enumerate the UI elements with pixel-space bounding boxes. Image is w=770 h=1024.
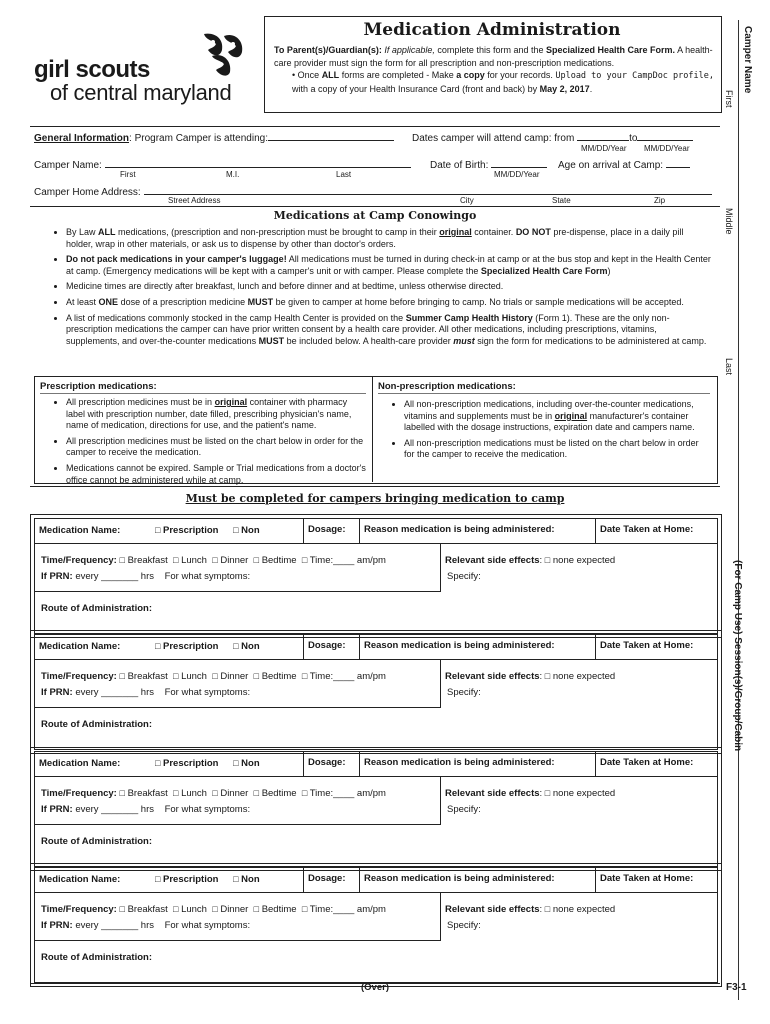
dob-field[interactable] <box>491 158 547 168</box>
over-label: (Over) <box>361 982 389 993</box>
time-frequency-row <box>41 671 386 682</box>
reason-label: Reason medication is being administered: <box>364 873 555 884</box>
camper-name-row <box>34 158 411 171</box>
time-checkbox[interactable]: □ <box>301 671 308 681</box>
side-effects-row: Relevant side effects: □ none expected <box>445 671 616 682</box>
lunch-checkbox[interactable]: □ <box>173 555 179 565</box>
medication-block-2 <box>34 634 718 750</box>
must-complete-title: Must be completed for campers bringing medication to camp <box>185 492 565 505</box>
reason-cell[interactable] <box>359 635 595 659</box>
prescription-checkbox[interactable]: □ <box>154 641 161 651</box>
non-label: Non <box>241 641 260 652</box>
breakfast-checkbox[interactable]: □ <box>119 671 125 681</box>
general-info-title: General Information <box>34 133 130 144</box>
time-checkbox[interactable]: □ <box>301 555 308 565</box>
date-taken-cell[interactable] <box>595 519 717 543</box>
address-row <box>34 185 712 198</box>
every-hrs[interactable]: every _______ hrs <box>75 920 155 931</box>
side-first: First <box>724 90 734 108</box>
med-hsep <box>35 707 441 708</box>
if-prn-label: If PRN: <box>41 571 73 582</box>
hint-first: First <box>120 170 136 179</box>
side-middle: Middle <box>724 208 734 235</box>
prn-row <box>41 687 250 698</box>
date-taken-label: Date Taken at Home: <box>600 757 694 768</box>
route-label[interactable]: Route of Administration: <box>41 719 152 730</box>
med-name-cell[interactable] <box>35 635 303 659</box>
side-camper-name: Camper Name <box>742 26 753 94</box>
none-expected-checkbox[interactable]: □ <box>544 904 551 914</box>
side-effects-label: Relevant side effects <box>445 555 540 566</box>
bullet-post: for your records. <box>487 70 553 80</box>
time-checkbox[interactable]: □ <box>301 904 308 914</box>
med-name-label: Medication Name: <box>39 641 121 652</box>
bedtime-label: Bedtime <box>261 671 297 682</box>
reason-cell[interactable] <box>359 752 595 776</box>
none-expected-label: none expected <box>552 788 616 799</box>
hint-street: Street Address <box>168 196 221 205</box>
program-label: : Program Camper is attending: <box>129 133 268 144</box>
form-name: Specialized Health Care Form. <box>546 45 676 55</box>
medication-block-3 <box>34 751 718 867</box>
rx-title: Prescription medications: <box>40 381 157 392</box>
none-expected-checkbox[interactable]: □ <box>544 671 551 681</box>
deadline: May 2, 2017 <box>539 83 590 94</box>
lunch-label: Lunch <box>181 904 207 915</box>
date-taken-cell[interactable] <box>595 868 717 892</box>
bedtime-checkbox[interactable]: □ <box>253 904 260 914</box>
reason-label: Reason medication is being administered: <box>364 640 555 651</box>
reason-cell[interactable] <box>359 519 595 543</box>
time-frequency-row <box>41 788 386 799</box>
dob-hint: MM/DD/Year <box>494 170 540 179</box>
nonrx-rule-1: • All non-prescription medications, including over-the-counter medications, vitamins and supplements must be in original manufacturer's container labelled with the dosage instructions, expiration date and campers name. <box>404 399 710 434</box>
dosage-cell[interactable] <box>303 752 359 776</box>
rx-rule-1: • All prescription medicines must be in original container with pharmacy label with prescription number, date filled, prescribing physician's name, name of medication, directions for use, and the patient's name. <box>66 397 368 432</box>
none-expected-label: none expected <box>552 671 616 682</box>
med-name-cell[interactable] <box>35 519 303 543</box>
med-name-cell[interactable] <box>35 868 303 892</box>
date-from-field[interactable] <box>577 131 629 141</box>
dates-to: to <box>629 133 638 144</box>
lunch-checkbox[interactable]: □ <box>173 671 179 681</box>
prescription-checkbox[interactable]: □ <box>154 874 161 884</box>
bedtime-checkbox[interactable]: □ <box>253 671 260 681</box>
date-hint-1: MM/DD/Year <box>581 144 627 153</box>
provider-text: A health-care provider must sign the form for all prescription and non-prescription medications. <box>274 45 713 68</box>
dinner-label: Dinner <box>220 788 249 799</box>
dates-row <box>412 131 693 144</box>
dosage-label: Dosage: <box>308 640 346 651</box>
side-effects-label: Relevant side effects <box>445 788 540 799</box>
none-expected-label: none expected <box>552 555 616 566</box>
if-prn-label: If PRN: <box>41 920 73 931</box>
age-label: Age on arrival at Camp: <box>558 160 664 171</box>
med-name-label: Medication Name: <box>39 758 121 769</box>
rx-rule-2: • All prescription medicines must be listed on the chart below in order for the camper to receive the medication. <box>66 436 368 459</box>
rule-2: • Do not pack medications in your camper's luggage! All medications must be turned in during check-in at camp or at the bus stop and kept in the Health Center at camp. (Emergency medications will be kept with a camper's unit or with camper. Please complete the Specialized Health Care Form) <box>66 254 712 277</box>
hint-zip: Zip <box>654 196 666 205</box>
symptoms-label: For what symptoms: <box>164 687 251 698</box>
dob-label: Date of Birth: <box>430 160 489 171</box>
lunch-label: Lunch <box>181 671 207 682</box>
nonrx-title-rule <box>378 393 710 394</box>
rx-divider <box>372 376 373 482</box>
none-expected-label: none expected <box>552 904 616 915</box>
hint-state: State <box>552 196 571 205</box>
med-header-row <box>35 752 717 777</box>
med-vsep <box>440 892 441 940</box>
med-name-label: Medication Name: <box>39 525 121 536</box>
nonrx-title: Non-prescription medications: <box>378 381 516 392</box>
rule-5: • A list of medications commonly stocked in the camp Health Center is provided on the Summer Camp Health History (Form 1). These are the only non-prescription medications the camper can have prior written consent by a health care provider. All other medications, including prescriptions, vitamins, supplements, and over-the-counter medications MUST be included below. A health-care provider must sign the form for medications to be administered at camp. <box>66 313 712 348</box>
med-header-row <box>35 519 717 544</box>
bedtime-checkbox[interactable]: □ <box>253 788 260 798</box>
non-checkbox[interactable]: □ <box>233 874 239 884</box>
address-label: Camper Home Address: <box>34 187 141 198</box>
route-label[interactable]: Route of Administration: <box>41 836 152 847</box>
med-header-row <box>35 868 717 893</box>
dosage-label: Dosage: <box>308 524 346 535</box>
prescription-checkbox[interactable]: □ <box>154 758 161 768</box>
med-header-row <box>35 635 717 660</box>
none-expected-checkbox[interactable]: □ <box>544 788 551 798</box>
side-divider <box>738 20 739 1000</box>
bullet-mid: forms are completed - Make <box>341 70 454 80</box>
breakfast-checkbox[interactable]: □ <box>119 788 125 798</box>
bullet-pre: Once <box>297 70 320 80</box>
hint-last: Last <box>336 170 352 179</box>
dinner-checkbox[interactable]: □ <box>212 671 218 681</box>
breakfast-label: Breakfast <box>127 671 168 682</box>
side-camp-use: (For Camp Use) Session(s)/Group/Cabin <box>732 560 743 752</box>
dinner-label: Dinner <box>220 904 249 915</box>
lunch-checkbox[interactable]: □ <box>173 904 179 914</box>
breakfast-checkbox[interactable]: □ <box>119 555 125 565</box>
med-name-label: Medication Name: <box>39 874 121 885</box>
form-title: Medication Administration <box>363 20 621 40</box>
time-label: Time:____ am/pm <box>309 904 386 915</box>
side-effects-row: Relevant side effects: □ none expected <box>445 555 616 566</box>
deadline-end: . <box>589 83 593 94</box>
every-hrs[interactable]: every _______ hrs <box>75 687 155 698</box>
meds-section-title: Medications at Camp Conowingo <box>273 209 477 222</box>
dosage-label: Dosage: <box>308 757 346 768</box>
date-taken-label: Date Taken at Home: <box>600 640 694 651</box>
prn-row <box>41 571 250 582</box>
rule-1: • By Law ALL medications, (prescription and non-prescription must be brought to camp in their original container. DO NOT pre-dispense, place in a daily pill holder, wrap in other materials, or ask us to dispense by other than doctor's orders. <box>66 227 712 250</box>
rx-rules <box>52 397 368 490</box>
lunch-label: Lunch <box>181 555 207 566</box>
side-effects-row: Relevant side effects: □ none expected <box>445 788 616 799</box>
complete-text: complete this form and the <box>437 45 544 55</box>
med-vsep <box>440 543 441 591</box>
meds-rules <box>52 227 712 351</box>
prescription-label: Prescription <box>163 641 219 652</box>
medication-block-4 <box>34 867 718 983</box>
specify-label[interactable]: Specify: <box>447 804 481 815</box>
age-field[interactable] <box>666 158 690 168</box>
med-name-cell[interactable] <box>35 752 303 776</box>
bedtime-label: Bedtime <box>261 788 297 799</box>
form-code: F3-1 <box>726 982 747 993</box>
date-taken-label: Date Taken at Home: <box>600 873 694 884</box>
prescription-label: Prescription <box>163 874 219 885</box>
date-to-field[interactable] <box>637 131 693 141</box>
route-label[interactable]: Route of Administration: <box>41 952 152 963</box>
med-hsep <box>35 940 441 941</box>
every-hrs[interactable]: every _______ hrs <box>75 571 155 582</box>
time-label: Time:____ am/pm <box>309 788 386 799</box>
rule-4: • At least ONE dose of a prescription medicine MUST be given to camper at home before bringing to camp. No trials or sample medications will be accepted. <box>66 297 712 309</box>
dinner-label: Dinner <box>220 671 249 682</box>
side-effects-row: Relevant side effects: □ none expected <box>445 904 616 915</box>
specify-label[interactable]: Specify: <box>447 571 481 582</box>
nonrx-rules <box>390 399 710 465</box>
dosage-cell[interactable] <box>303 868 359 892</box>
medication-block-1 <box>34 518 718 634</box>
dosage-cell[interactable] <box>303 635 359 659</box>
symptoms-label: For what symptoms: <box>164 571 251 582</box>
time-frequency-label: Time/Frequency: <box>41 671 117 682</box>
time-label: Time:____ am/pm <box>309 671 386 682</box>
every-hrs[interactable]: every _______ hrs <box>75 804 155 815</box>
breakfast-label: Breakfast <box>127 788 168 799</box>
time-frequency-row <box>41 904 386 915</box>
dosage-cell[interactable] <box>303 519 359 543</box>
specify-label[interactable]: Specify: <box>447 920 481 931</box>
if-prn-label: If PRN: <box>41 687 73 698</box>
lunch-checkbox[interactable]: □ <box>173 788 179 798</box>
date-taken-cell[interactable] <box>595 635 717 659</box>
reason-label: Reason medication is being administered: <box>364 524 555 535</box>
med-vsep <box>440 659 441 707</box>
bedtime-checkbox[interactable]: □ <box>253 555 260 565</box>
non-checkbox[interactable]: □ <box>233 641 239 651</box>
rx-title-rule <box>40 393 366 394</box>
if-prn-label: If PRN: <box>41 804 73 815</box>
logo-central-maryland: of central maryland <box>50 80 232 105</box>
breakfast-checkbox[interactable]: □ <box>119 904 125 914</box>
rule-top <box>30 126 720 127</box>
non-label: Non <box>241 525 260 536</box>
breakfast-label: Breakfast <box>127 904 168 915</box>
reason-label: Reason medication is being administered: <box>364 757 555 768</box>
upload-text: Upload to your CampDoc profile, <box>555 71 714 81</box>
time-frequency-label: Time/Frequency: <box>41 555 117 566</box>
breakfast-label: Breakfast <box>127 555 168 566</box>
dinner-checkbox[interactable]: □ <box>212 904 218 914</box>
date-taken-cell[interactable] <box>595 752 717 776</box>
if-applicable: If applicable, <box>384 45 435 55</box>
header-instructions: To Parent(s)/Guardian(s): If applicable, complete this form and the Specialized Health Care Form. A health-care provider must sign the form for all prescription and non-prescription medications. • Once ALL forms are completed - Make a copy for your records. Upload to your CampDoc profile, with a copy of your Health Insurance Card (front and back) by May 2, 2017. <box>274 45 714 94</box>
none-expected-checkbox[interactable]: □ <box>544 555 551 565</box>
symptoms-label: For what symptoms: <box>164 920 251 931</box>
logo-girl-scouts: girl scouts <box>34 56 150 83</box>
dinner-label: Dinner <box>220 555 249 566</box>
rule-must <box>30 486 720 487</box>
reason-cell[interactable] <box>359 868 595 892</box>
side-effects-label: Relevant side effects <box>445 671 540 682</box>
time-label: Time:____ am/pm <box>309 555 386 566</box>
time-frequency-row <box>41 555 386 566</box>
trefoil-icon <box>198 30 248 80</box>
prescription-checkbox[interactable]: □ <box>154 525 161 535</box>
bedtime-label: Bedtime <box>261 904 297 915</box>
time-frequency-label: Time/Frequency: <box>41 904 117 915</box>
side-effects-label: Relevant side effects <box>445 904 540 915</box>
rule-general <box>30 206 720 207</box>
non-label: Non <box>241 758 260 769</box>
med-hsep <box>35 824 441 825</box>
to-parents-label: To Parent(s)/Guardian(s): <box>274 45 382 55</box>
side-last: Last <box>724 358 734 376</box>
bullet-copy: a copy <box>456 70 485 80</box>
rx-rule-3: • Medications cannot be expired. Sample or Trial medications from a doctor's office cannot be administered while at camp. <box>66 463 368 486</box>
prescription-label: Prescription <box>163 758 219 769</box>
dinner-checkbox[interactable]: □ <box>212 555 218 565</box>
address-field[interactable] <box>144 185 712 195</box>
dosage-label: Dosage: <box>308 873 346 884</box>
general-info-row <box>34 131 394 144</box>
non-label: Non <box>241 874 260 885</box>
age-row <box>558 158 690 171</box>
bedtime-label: Bedtime <box>261 555 297 566</box>
hint-city: City <box>460 196 474 205</box>
med-hsep <box>35 591 441 592</box>
non-checkbox[interactable]: □ <box>233 525 239 535</box>
dinner-checkbox[interactable]: □ <box>212 788 218 798</box>
route-label[interactable]: Route of Administration: <box>41 603 152 614</box>
lunch-label: Lunch <box>181 788 207 799</box>
symptoms-label: For what symptoms: <box>164 804 251 815</box>
rule-3: • Medicine times are directly after breakfast, lunch and before dinner and at bedtime, unless otherwise directed. <box>66 281 712 293</box>
prescription-label: Prescription <box>163 525 219 536</box>
upload-tail: with a copy of your Health Insurance Card (front and back) by <box>292 83 538 94</box>
dates-label: Dates camper will attend camp: from <box>412 133 575 144</box>
hint-mi: M.I. <box>226 170 240 179</box>
bullet-all: ALL <box>321 70 340 80</box>
camper-name-field[interactable] <box>105 158 411 168</box>
program-field[interactable] <box>268 131 394 141</box>
nonrx-rule-2: • All non-prescription medications must be listed on the chart below in order for the camper to receive the medication. <box>404 438 710 461</box>
non-checkbox[interactable]: □ <box>233 758 239 768</box>
date-hint-2: MM/DD/Year <box>644 144 690 153</box>
med-vsep <box>440 776 441 824</box>
prn-row <box>41 804 250 815</box>
date-taken-label: Date Taken at Home: <box>600 524 694 535</box>
camper-name-label: Camper Name: <box>34 160 102 171</box>
prn-row <box>41 920 250 931</box>
time-checkbox[interactable]: □ <box>301 788 308 798</box>
specify-label[interactable]: Specify: <box>447 687 481 698</box>
time-frequency-label: Time/Frequency: <box>41 788 117 799</box>
